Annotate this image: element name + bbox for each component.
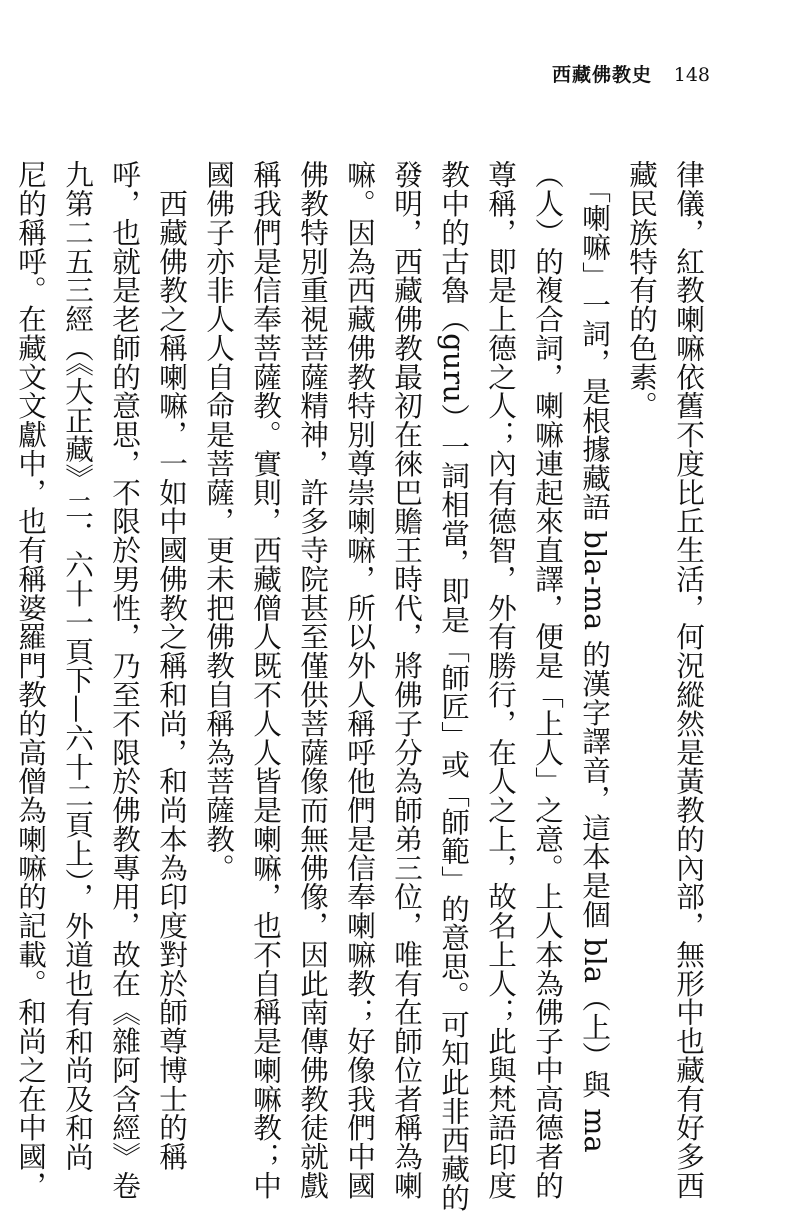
running-head: [0, 60, 800, 90]
text-line: 藏民族特有的色素。: [625, 160, 659, 420]
text-line: 稱我們是信奉菩薩教。實則，西藏僧人既不人人皆是喇嘛，也不自稱是喇嘛教；中: [249, 160, 283, 1200]
text-line: 律儀，紅教喇嘛依舊不度比丘生活，何況縱然是黃教的內部，無形中也藏有好多西: [672, 160, 706, 1200]
text-line: 發明，西藏佛教最初在徠巴贍王時代，將佛子分為師弟三位，唯有在師位者稱為喇: [390, 160, 424, 1200]
book-title: 西藏佛教史: [551, 64, 652, 86]
text-line: 尊稱，即是上德之人；內有德智，外有勝行，在人之上，故名上人；此與梵語印度: [484, 160, 518, 1200]
text-line: 九第二五三經（《大正藏》二．六十一頁下—六十二頁上），外道也有和尚及和尚: [61, 160, 95, 1172]
page-number: 148: [673, 64, 710, 86]
text-line: 嘛。因為西藏佛教特別尊崇喇嘛，所以外人稱呼他們是信奉喇嘛教；好像我們中國: [343, 160, 377, 1200]
text-line: 國佛子亦非人人自命是菩薩，更未把佛教自稱為菩薩教。: [202, 160, 236, 882]
body-text: [7, 160, 712, 1212]
text-line: 西藏佛教之稱喇嘛，一如中國佛教之稱和尚，和尚本為印度對於師尊博士的稱: [155, 160, 189, 1171]
text-line: 「喇嘛」一詞，是根據藏語 bla-ma 的漢字譯音，這本是個 bla（上）與 ma: [578, 160, 612, 1153]
text-line: 呼，也就是老師的意思，不限於男性，乃至不限於佛教專用，故在《雜阿含經》卷: [108, 160, 142, 1200]
text-line: 佛教特別重視菩薩精神，許多寺院甚至僅供菩薩像而無佛像，因此南傳佛教徒就戲: [296, 160, 330, 1200]
text-line: （人）的複合詞，喇嘛連起來直譯，便是「上人」之意。上人本為佛子中高德者的: [531, 160, 565, 1200]
text-line: 教中的古魯（guru）一詞相當，即是「師匠」或「師範」的意思。可知此非西藏的: [437, 160, 471, 1212]
text-line: 尼的稱呼。在藏文文獻中，也有稱婆羅門教的高僧為喇嘛的記載。和尚之在中國，: [14, 160, 48, 1200]
